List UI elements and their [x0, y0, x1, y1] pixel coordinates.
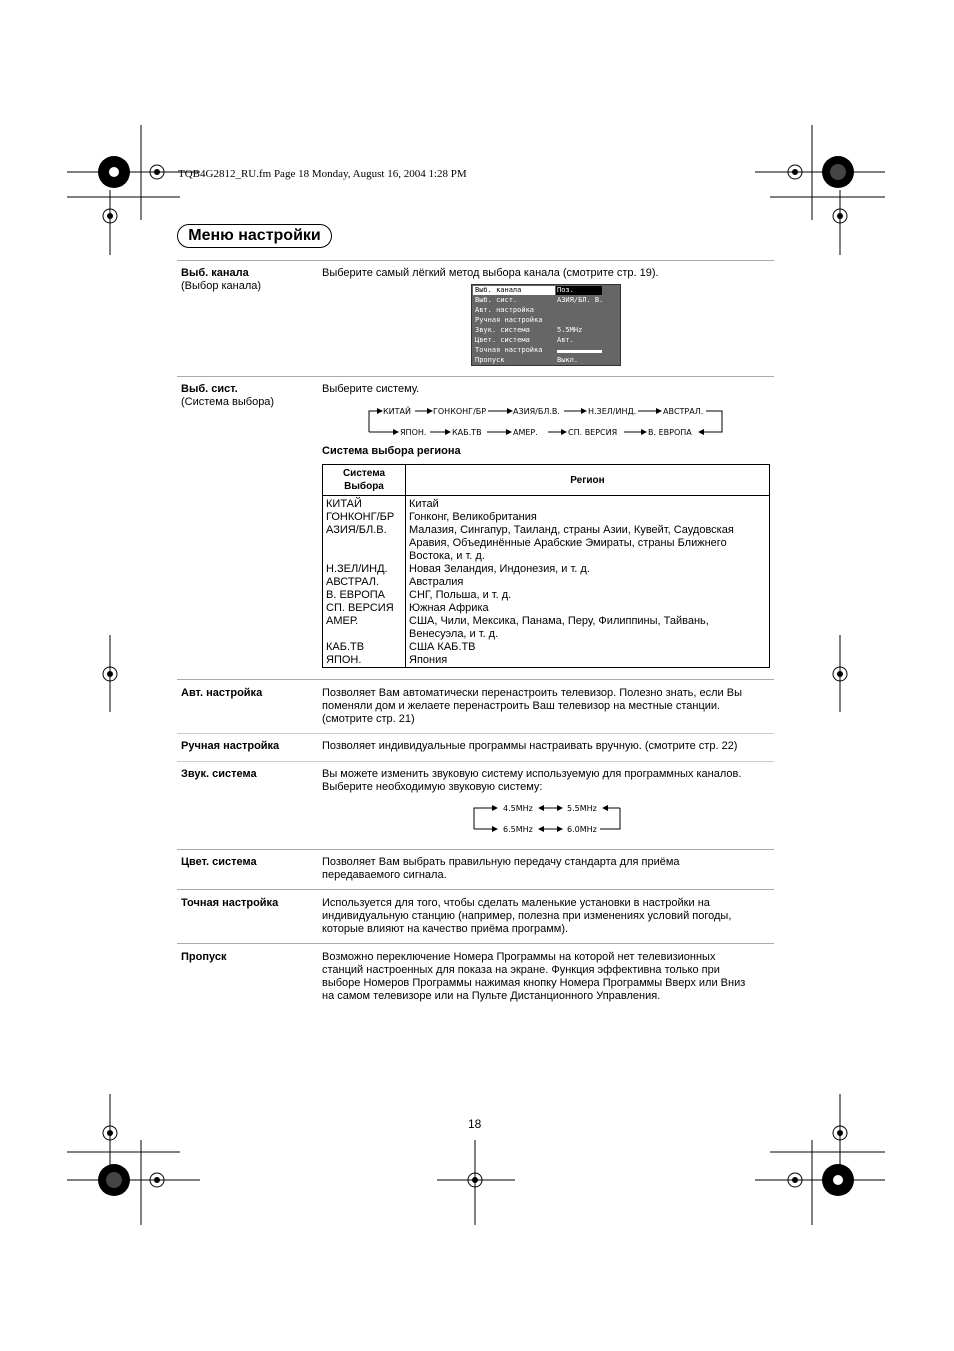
- region-system-cell: КИТАЙ: [323, 496, 406, 512]
- desc-line: Возможно переключение Номера Программы на которой нет телевизионных: [322, 951, 716, 963]
- label-fine: [181, 897, 278, 910]
- region-system-cell: АЗИЯ/БЛ.В.: [323, 524, 406, 563]
- region-line: Южная Африка: [409, 602, 489, 614]
- label-system-sub: (Система выбора): [181, 396, 275, 408]
- desc-line: передаваемого сигнала.: [322, 869, 447, 881]
- desc-line: поменяли дом и желаете перенастроить Ваш телевизор на местные станции.: [322, 700, 721, 712]
- label-skip: [181, 951, 226, 964]
- desc-channel: Выберите самый лёгкий метод выбора канала (смотрите стр. 19).: [322, 267, 659, 279]
- label-sound: [181, 768, 257, 781]
- region-line: Гонконг, Великобритания: [409, 511, 537, 523]
- desc-line: Позволяет Вам автоматически перенастроить телевизор. Полезно знать, если Вы: [322, 687, 742, 699]
- region-name-cell: [406, 641, 770, 654]
- region-table-body: [323, 496, 770, 668]
- region-table-header: Регион: [406, 465, 770, 496]
- sound-node: 5.5MHz: [567, 804, 597, 813]
- file-header: TQB4G2812_RU.fm Page 18 Monday, August 16, 2004 1:28 PM: [178, 168, 467, 180]
- desc-system: Выберите систему.: [322, 383, 420, 395]
- table-row: [323, 602, 770, 615]
- flow-node: СП. ВЕРСИЯ: [568, 428, 618, 437]
- desc-line: на самом телевизоре или на Пульте Дистанционного Управления.: [322, 990, 661, 1002]
- divider: [177, 376, 774, 377]
- osd-item: Авт. настройка: [475, 306, 535, 314]
- label-auto-main: Авт. настройка: [181, 687, 263, 699]
- desc-skip: [322, 951, 774, 1003]
- flow-node: ГОНКОНГ/БР: [433, 407, 487, 416]
- region-table-header: Система Выбора: [323, 465, 406, 496]
- osd-item: Цвет. система: [475, 336, 530, 344]
- region-system-cell: КАБ.ТВ: [323, 641, 406, 654]
- region-name-cell: [406, 602, 770, 615]
- region-line: Востока, и т. д.: [409, 550, 485, 562]
- region-system-cell: ГОНКОНГ/БР: [323, 511, 406, 524]
- desc-line: выборе Номеров Программы нажимая кнопку Номера Программы Вверх или Вниз: [322, 977, 746, 989]
- osd-menu-preview: [471, 284, 621, 366]
- desc-manual: Позволяет индивидуальные программы настраивать вручную. (смотрите стр. 22): [322, 740, 738, 752]
- osd-item: Выб. канала: [475, 286, 522, 294]
- desc-line: (смотрите стр. 21): [322, 713, 415, 725]
- desc-line: Используется для того, чтобы сделать маленькие установки в настройки на: [322, 897, 710, 909]
- region-line: Австралия: [409, 576, 464, 588]
- divider: [177, 889, 774, 890]
- region-system-cell: АМЕР.: [323, 615, 406, 641]
- label-channel-sub: (Выбор канала): [181, 280, 262, 292]
- label-sound-main: Звук. система: [181, 768, 257, 780]
- label-channel: [181, 267, 261, 293]
- region-system-cell: ЯПОН.: [323, 654, 406, 668]
- region-system-cell: АВСТРАЛ.: [323, 576, 406, 589]
- table-row: [323, 589, 770, 602]
- osd-item: Звук. система: [475, 326, 530, 334]
- table-row: [323, 615, 770, 641]
- osd-value: Поз.: [557, 286, 574, 294]
- region-line: США, Чили, Мексика, Панама, Перу, Филиппины, Тайвань,: [409, 615, 709, 627]
- desc-auto: [322, 687, 774, 726]
- table-row: [323, 496, 770, 512]
- table-row: [323, 524, 770, 563]
- divider: [177, 849, 774, 850]
- region-line: Малазия, Сингапур, Таиланд, страны Азии, Кувейт, Саудовская: [409, 524, 734, 536]
- table-row: [323, 654, 770, 668]
- region-table-title: Система выбора региона: [322, 445, 461, 457]
- osd-value: 5.5MHz: [557, 326, 583, 334]
- region-name-cell: [406, 524, 770, 563]
- label-color: [181, 856, 257, 869]
- sound-node: 4.5MHz: [503, 804, 533, 813]
- desc-fine: [322, 897, 774, 936]
- flow-node: КАБ.ТВ: [452, 428, 482, 437]
- region-system-cell: СП. ВЕРСИЯ: [323, 602, 406, 615]
- flow-node: КИТАЙ: [383, 407, 412, 416]
- osd-item: Пропуск: [475, 356, 505, 364]
- region-name-cell: [406, 654, 770, 668]
- divider: [177, 679, 774, 680]
- label-system: [181, 383, 274, 409]
- label-fine-main: Точная настройка: [181, 897, 279, 909]
- region-line: Венесуэла, и т. д.: [409, 628, 499, 640]
- label-color-main: Цвет. система: [181, 856, 257, 868]
- table-row: [323, 641, 770, 654]
- page-title: Меню настройки: [177, 224, 332, 248]
- divider: [177, 943, 774, 944]
- region-line: Китай: [409, 498, 439, 510]
- region-system-cell: В. ЕВРОПА: [323, 589, 406, 602]
- system-flow-diagram: [366, 400, 728, 442]
- region-name-cell: [406, 576, 770, 589]
- osd-value: АЗИЯ/БЛ. В.: [557, 296, 604, 304]
- table-row: [323, 511, 770, 524]
- sound-flow-diagram: [470, 800, 626, 836]
- label-channel-main: Выб. канала: [181, 267, 249, 279]
- label-manual-main: Ручная настройка: [181, 740, 280, 752]
- osd-item: Ручная настройка: [475, 316, 543, 324]
- osd-item: Выб. сист.: [475, 296, 518, 304]
- desc-line: которые влияют на качество приёма программ).: [322, 923, 569, 935]
- region-line: Аравия, Объединённые Арабские Эмираты, страны Ближнего: [409, 537, 727, 549]
- sound-node: 6.0MHz: [567, 825, 597, 834]
- desc-line: станций настроенных для показа на экране. Функция эффективна только при: [322, 964, 720, 976]
- table-row: [323, 563, 770, 576]
- flow-node: АЗИЯ/БЛ.В.: [513, 407, 560, 416]
- region-name-cell: [406, 589, 770, 602]
- table-row: [323, 576, 770, 589]
- flow-node: В. ЕВРОПА: [648, 428, 692, 437]
- desc-line: индивидуальную станцию (например, полезна при изменениях условий погоды,: [322, 910, 732, 922]
- desc-sound: [322, 768, 774, 794]
- osd-value: Выкл.: [557, 356, 579, 364]
- label-manual: [181, 740, 279, 753]
- flow-node: Н.ЗЕЛ/ИНД.: [588, 407, 637, 416]
- sound-node: 6.5MHz: [503, 825, 533, 834]
- desc-line: Вы можете изменить звуковую систему используемую для программных каналов.: [322, 768, 742, 780]
- region-line: Новая Зеландия, Индонезия, и т. д.: [409, 563, 590, 575]
- osd-fine-tune-bar: [557, 350, 602, 353]
- osd-item: Точная настройка: [475, 346, 543, 354]
- region-table: [322, 464, 770, 668]
- flow-node: ЯПОН.: [400, 428, 427, 437]
- region-line: СНГ, Польша, и т. д.: [409, 589, 512, 601]
- region-name-cell: [406, 615, 770, 641]
- divider: [177, 761, 774, 762]
- region-name-cell: [406, 496, 770, 512]
- flow-node: АМЕР.: [513, 428, 538, 437]
- flow-node: АВСТРАЛ.: [663, 407, 704, 416]
- region-name-cell: [406, 563, 770, 576]
- region-line: США КАБ.ТВ: [409, 641, 476, 653]
- desc-line: Выберите необходимую звуковую систему:: [322, 781, 543, 793]
- label-skip-main: Пропуск: [181, 951, 227, 963]
- region-line: Япония: [409, 654, 448, 666]
- region-name-cell: [406, 511, 770, 524]
- desc-color: [322, 856, 774, 882]
- divider: [177, 733, 774, 734]
- divider: [177, 260, 774, 261]
- osd-value: Авт.: [557, 336, 574, 344]
- page-number: 18: [468, 1117, 482, 1131]
- desc-line: Позволяет Вам выбрать правильную передачу стандарта для приёма: [322, 856, 680, 868]
- region-system-cell: Н.ЗЕЛ/ИНД.: [323, 563, 406, 576]
- label-auto: [181, 687, 262, 700]
- label-system-main: Выб. сист.: [181, 383, 238, 395]
